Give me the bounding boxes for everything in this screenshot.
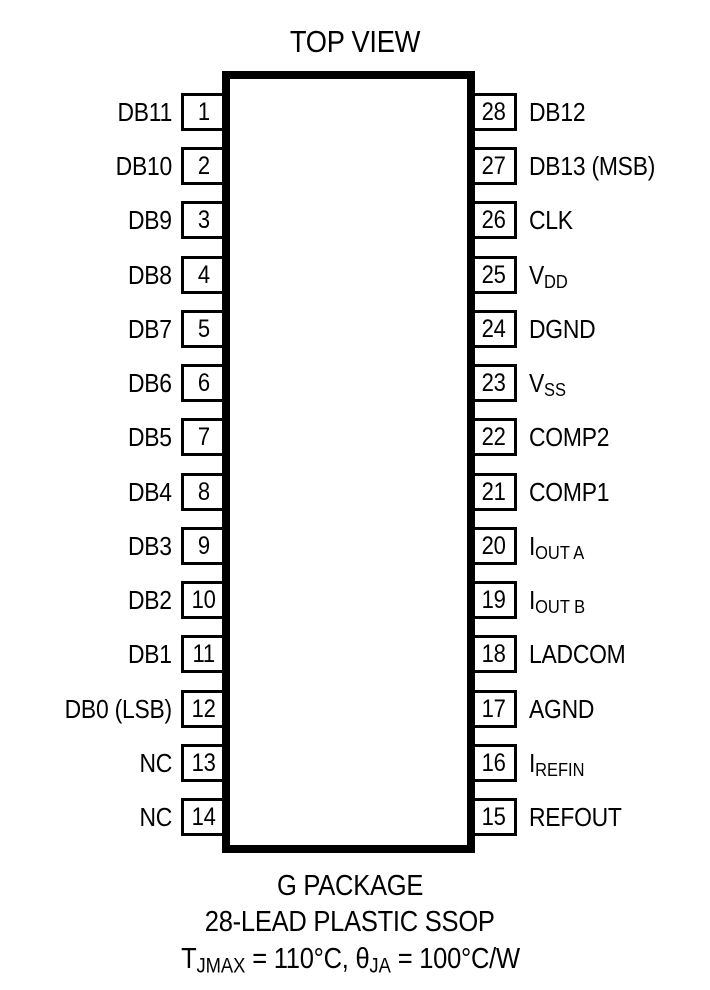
- pin-label-db10-2: [0, 147, 172, 185]
- pin-number-box-10: [181, 581, 226, 619]
- pin-number-23: 23: [481, 369, 507, 397]
- pin-label-db1-11: [0, 635, 172, 673]
- pin-label-db4-8: [0, 473, 172, 511]
- pin-label-db3-9: [0, 527, 172, 565]
- pin-label-text: DB10: [115, 151, 172, 181]
- pin-label-text: COMP1: [529, 477, 610, 507]
- pin-number-3: 3: [197, 206, 210, 234]
- pin-label-vss-23: [529, 364, 710, 402]
- pin-number-28: 28: [481, 98, 507, 126]
- pin-label-nc-13: [0, 744, 172, 782]
- pin-number-22: 22: [481, 423, 507, 451]
- pin-label-text: IOUT B: [529, 585, 586, 618]
- pin-label-agnd-17: [529, 690, 710, 728]
- pin-number-5: 5: [197, 315, 210, 343]
- pin-number-18: 18: [481, 640, 507, 668]
- pin-label-db11-1: [0, 93, 172, 131]
- pin-label-comp2-22: [529, 418, 710, 456]
- pin-label-refout-15: [529, 798, 710, 836]
- pin-number-9: 9: [197, 532, 210, 560]
- pin-label-db9-3: [0, 201, 172, 239]
- pin-label-iout-b-19: [529, 581, 710, 619]
- pin-label-dgnd-24: [529, 310, 710, 348]
- pin-label-text: REFOUT: [529, 802, 622, 832]
- pin-number-box-7: [181, 418, 226, 456]
- pin-label-text: AGND: [529, 694, 595, 724]
- pin-number-box-4: [181, 256, 226, 294]
- pin-number-24: 24: [481, 315, 507, 343]
- pin-number-box-16: [471, 744, 517, 782]
- ic-body: [222, 71, 475, 853]
- pin-label-iout-a-20: [529, 527, 710, 565]
- pin-label-text: VSS: [529, 368, 567, 401]
- pin-number-box-18: [471, 635, 517, 673]
- thermal-specs: TJMAX = 110°C, θJA = 100°C/W: [180, 943, 520, 978]
- pin-number-box-3: [181, 201, 226, 239]
- pin-number-1: 1: [197, 98, 210, 126]
- pin-number-16: 16: [481, 749, 507, 777]
- pin-number-2: 2: [197, 152, 210, 180]
- pin-label-text: DB4: [128, 477, 172, 507]
- pin-number-box-1: [181, 93, 226, 131]
- pin-label-text: DB6: [128, 368, 172, 398]
- package-description: 28-LEAD PLASTIC SSOP: [205, 906, 495, 938]
- package-name: G PACKAGE: [276, 870, 424, 902]
- pin-label-text: NC: [139, 748, 172, 778]
- pin-label-text: DB12: [529, 97, 586, 127]
- pin-label-ladcom-18: [529, 635, 710, 673]
- pin-label-text: DB0 (LSB): [64, 694, 172, 724]
- pin-number-box-15: [471, 798, 517, 836]
- pin-number-19: 19: [481, 586, 507, 614]
- pin-number-box-2: [181, 147, 226, 185]
- pin-label-text: DB1: [128, 639, 172, 669]
- pin-label-db12-28: [529, 93, 710, 131]
- pin-number-box-12: [181, 690, 226, 728]
- pin-number-box-11: [181, 635, 226, 673]
- pin-number-box-25: [471, 256, 517, 294]
- pin-number-box-20: [471, 527, 517, 565]
- pin-number-box-17: [471, 690, 517, 728]
- pin-label-nc-14: [0, 798, 172, 836]
- pin-number-box-14: [181, 798, 226, 836]
- pin-number-14: 14: [191, 803, 216, 831]
- pin-label-text: NC: [139, 802, 172, 832]
- pin-number-10: 10: [191, 586, 216, 614]
- pin-number-21: 21: [481, 478, 507, 506]
- pin-number-8: 8: [197, 478, 210, 506]
- pin-label-text: LADCOM: [529, 639, 626, 669]
- pin-number-20: 20: [481, 532, 507, 560]
- pin-number-11: 11: [192, 640, 215, 668]
- pin-number-7: 7: [197, 423, 210, 451]
- pin-number-box-22: [471, 418, 517, 456]
- pin-label-db7-5: [0, 310, 172, 348]
- pin-label-text: DB13 (MSB): [529, 151, 656, 181]
- pin-number-box-26: [471, 201, 517, 239]
- pin-label-db2-10: [0, 581, 172, 619]
- pin-number-15: 15: [481, 803, 507, 831]
- pin-number-box-9: [181, 527, 226, 565]
- pin-number-box-24: [471, 310, 517, 348]
- pin-label-db13-msb-27: [529, 147, 710, 185]
- pin-label-db5-7: [0, 418, 172, 456]
- pin-label-text: DB8: [128, 260, 172, 290]
- pin-label-text: IOUT A: [529, 531, 585, 564]
- pin-label-text: COMP2: [529, 422, 610, 452]
- pin-label-text: DB11: [117, 97, 172, 127]
- pin-label-text: IREFIN: [529, 748, 585, 781]
- pin-number-box-8: [181, 473, 226, 511]
- pin-label-text: DB9: [128, 205, 172, 235]
- pin-label-text: DGND: [529, 314, 596, 344]
- pin-number-box-23: [471, 364, 517, 402]
- pin-number-13: 13: [191, 749, 216, 777]
- pin-number-25: 25: [481, 261, 507, 289]
- pin-number-box-6: [181, 364, 226, 402]
- top-view-title-text: TOP VIEW: [289, 24, 421, 59]
- pin-label-comp1-21: [529, 473, 710, 511]
- pin-number-4: 4: [197, 261, 210, 289]
- pin-number-27: 27: [481, 152, 507, 180]
- pin-label-text: DB3: [128, 531, 172, 561]
- pin-number-box-5: [181, 310, 226, 348]
- pin-label-irefin-16: [529, 744, 710, 782]
- pin-label-text: DB7: [128, 314, 172, 344]
- pin-number-17: 17: [481, 695, 507, 723]
- pin-label-vdd-25: [529, 256, 710, 294]
- pin-label-db0-lsb-12: [0, 690, 172, 728]
- pin-number-box-27: [471, 147, 517, 185]
- pin-label-db6-6: [0, 364, 172, 402]
- top-view-title: [0, 24, 710, 60]
- pin-label-text: DB2: [128, 585, 172, 615]
- pin-number-6: 6: [197, 369, 210, 397]
- pin-label-text: DB5: [128, 422, 172, 452]
- pin-number-box-19: [471, 581, 517, 619]
- pin-label-clk-26: [529, 201, 710, 239]
- pin-number-12: 12: [191, 695, 216, 723]
- pin-label-db8-4: [0, 256, 172, 294]
- pin-number-box-28: [471, 93, 517, 131]
- pin-number-26: 26: [481, 206, 507, 234]
- pin-label-text: VDD: [529, 260, 568, 293]
- pin-label-text: CLK: [529, 205, 573, 235]
- pin-number-box-21: [471, 473, 517, 511]
- pin-number-box-13: [181, 744, 226, 782]
